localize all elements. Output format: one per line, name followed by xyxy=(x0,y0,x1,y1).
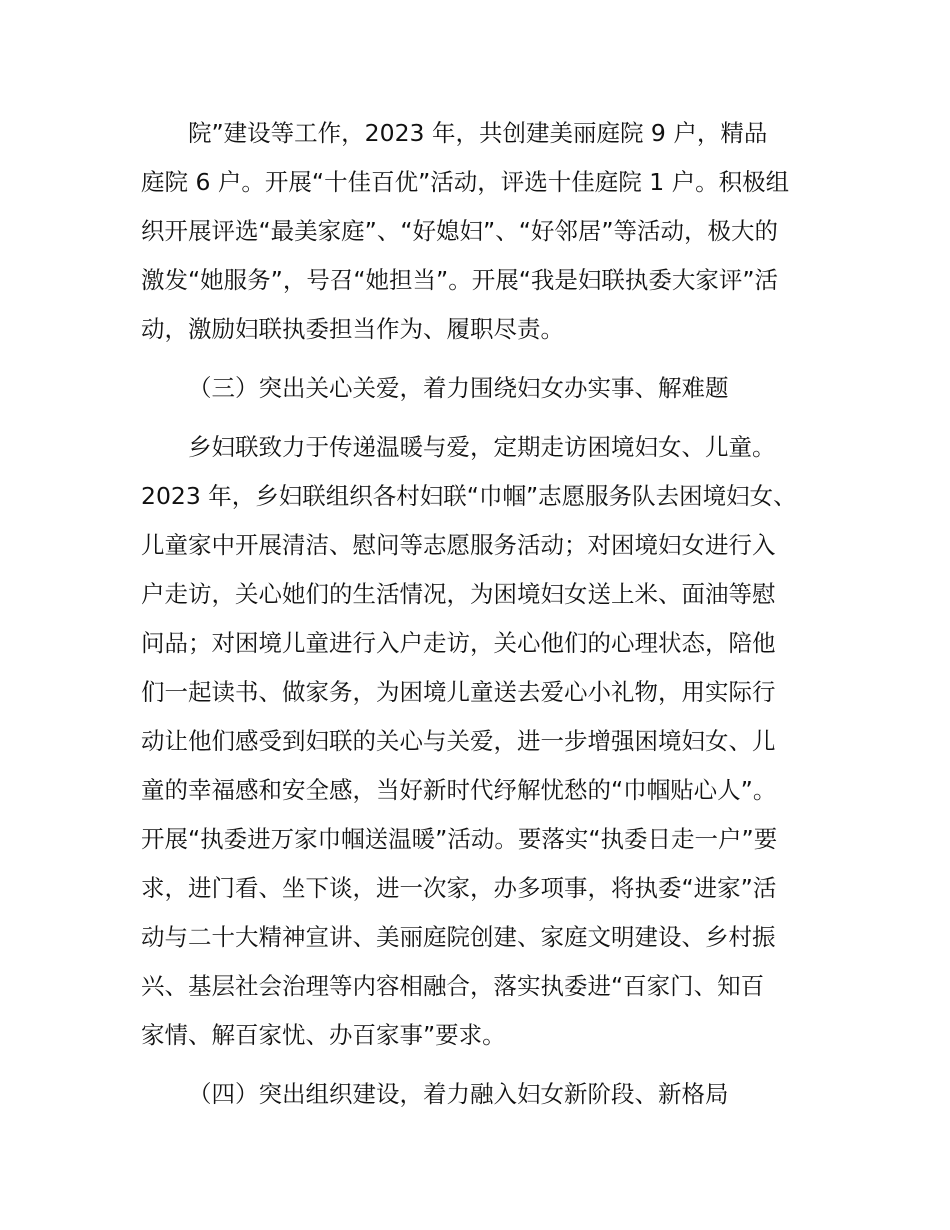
text-line: 动让他们感受到妇联的关心与关爱，进一步增强困境妇女、儿 xyxy=(141,727,776,755)
section-three-paragraph xyxy=(141,423,821,1060)
text-line: 动与二十大精神宣讲、美丽庭院创建、家庭文明建设、乡村振 xyxy=(141,923,776,951)
text-line: 求，进门看、坐下谈，进一次家，办多项事，将执委“进家”活 xyxy=(141,874,777,902)
document-body xyxy=(141,109,821,1119)
text-line: 织开展评选“最美家庭”、“好媳妇”、“好邻居”等活动，极大的 xyxy=(141,217,779,245)
text-line: 庭院 6 户。开展“十佳百优”活动，评选十佳庭院 1 户。积极组 xyxy=(141,168,790,196)
text-line: 儿童家中开展清洁、慰问等志愿服务活动；对困境妇女进行入 xyxy=(141,531,776,559)
text-line: 们一起读书、做家务，为困境儿童送去爱心小礼物，用实际行 xyxy=(141,678,776,706)
continuation-paragraph xyxy=(141,109,821,354)
text-line: 户走访，关心她们的生活情况，为困境妇女送上米、面油等慰 xyxy=(141,580,776,608)
section-four-heading: （四）突出组织建设，着力融入妇女新阶段、新格局 xyxy=(188,1080,729,1108)
text-line: 乡妇联致力于传递温暖与爱，定期走访困境妇女、儿童。 xyxy=(188,433,776,461)
text-line: 激发“她服务”，号召“她担当”。开展“我是妇联执委大家评”活 xyxy=(141,266,779,294)
text-line: 院”建设等工作，2023 年，共创建美丽庭院 9 户，精品 xyxy=(188,119,768,147)
text-line: 问品；对困境儿童进行入户走访，关心他们的心理状态，陪他 xyxy=(141,629,776,657)
section-three-heading: （三）突出关心关爱，着力围绕妇女办实事、解难题 xyxy=(188,374,729,402)
text-line: 兴、基层社会治理等内容相融合，落实执委进“百家门、知百 xyxy=(141,972,765,1000)
text-line: 动，激励妇联执委担当作为、履职尽责。 xyxy=(141,315,564,343)
text-line: 2023 年，乡妇联组织各村妇联“巾帼”志愿服务队去困境妇女、 xyxy=(141,482,797,510)
text-line: 开展“执委进万家巾帼送温暖”活动。要落实“执委日走一户”要 xyxy=(141,825,778,853)
text-line: 童的幸福感和安全感，当好新时代纾解忧愁的“巾帼贴心人”。 xyxy=(141,776,777,804)
text-line: 家情、解百家忧、办百家事”要求。 xyxy=(141,1021,506,1049)
